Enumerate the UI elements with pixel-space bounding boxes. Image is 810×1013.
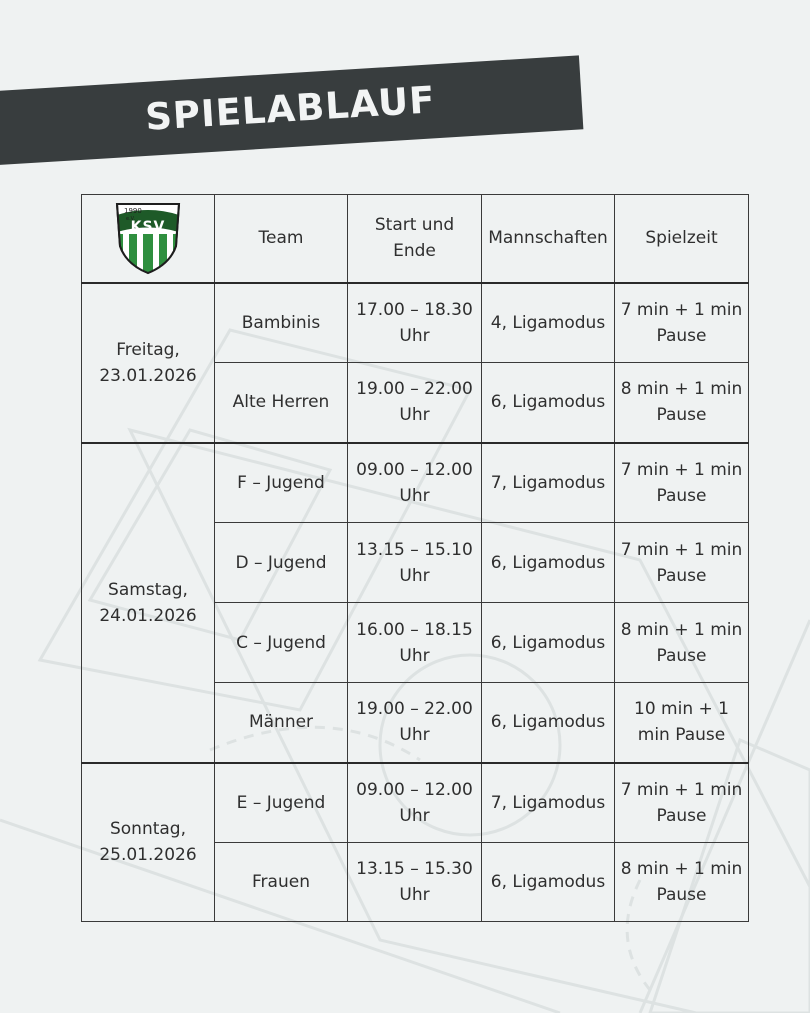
- play-cell: 7 min + 1 min Pause: [615, 283, 749, 363]
- time-cell: 13.15 – 15.30 Uhr: [348, 843, 482, 922]
- teams-cell: 7, Ligamodus: [482, 443, 615, 523]
- team-cell: C – Jugend: [215, 603, 348, 683]
- time-cell: 16.00 – 18.15 Uhr: [348, 603, 482, 683]
- day-cell-friday: Freitag, 23.01.2026: [82, 283, 215, 443]
- play-cell: 8 min + 1 min Pause: [615, 363, 749, 443]
- table-header-row: [82, 195, 749, 283]
- team-cell: Alte Herren: [215, 363, 348, 443]
- table-row: [82, 443, 749, 523]
- teams-cell: 6, Ligamodus: [482, 603, 615, 683]
- team-cell: Bambinis: [215, 283, 348, 363]
- team-cell: F – Jugend: [215, 443, 348, 523]
- crest-letters: KSV: [130, 219, 166, 236]
- teams-cell: 6, Ligamodus: [482, 363, 615, 443]
- team-cell: Frauen: [215, 843, 348, 922]
- day-cell-sunday: Sonntag, 25.01.2026: [82, 763, 215, 922]
- teams-cell: 7, Ligamodus: [482, 763, 615, 843]
- header-play-time: Spielzeit: [615, 195, 749, 283]
- table-row: [82, 283, 749, 363]
- team-cell: E – Jugend: [215, 763, 348, 843]
- teams-cell: 4, Ligamodus: [482, 283, 615, 363]
- page-title: SPIELABLAUF: [144, 78, 437, 139]
- time-cell: 13.15 – 15.10 Uhr: [348, 523, 482, 603]
- crest-year: 1990: [124, 207, 142, 216]
- logo-cell: [82, 195, 215, 283]
- schedule-table: [81, 194, 749, 922]
- team-cell: D – Jugend: [215, 523, 348, 603]
- day-cell-saturday: Samstag, 24.01.2026: [82, 443, 215, 763]
- header-team: Team: [215, 195, 348, 283]
- play-cell: 7 min + 1 min Pause: [615, 763, 749, 843]
- team-cell: Männer: [215, 683, 348, 763]
- header-start-end: Start und Ende: [348, 195, 482, 283]
- teams-cell: 6, Ligamodus: [482, 683, 615, 763]
- play-cell: 7 min + 1 min Pause: [615, 443, 749, 523]
- teams-cell: 6, Ligamodus: [482, 523, 615, 603]
- teams-cell: 6, Ligamodus: [482, 843, 615, 922]
- club-crest-icon: [114, 200, 182, 276]
- time-cell: 19.00 – 22.00 Uhr: [348, 683, 482, 763]
- play-cell: 8 min + 1 min Pause: [615, 603, 749, 683]
- table-row: [82, 763, 749, 843]
- time-cell: 09.00 – 12.00 Uhr: [348, 763, 482, 843]
- time-cell: 19.00 – 22.00 Uhr: [348, 363, 482, 443]
- play-cell: 7 min + 1 min Pause: [615, 523, 749, 603]
- play-cell: 8 min + 1 min Pause: [615, 843, 749, 922]
- time-cell: 09.00 – 12.00 Uhr: [348, 443, 482, 523]
- crest-suffix: e.V.: [126, 216, 136, 223]
- play-cell: 10 min + 1 min Pause: [615, 683, 749, 763]
- header-teams-count: Mannschaften: [482, 195, 615, 283]
- time-cell: 17.00 – 18.30 Uhr: [348, 283, 482, 363]
